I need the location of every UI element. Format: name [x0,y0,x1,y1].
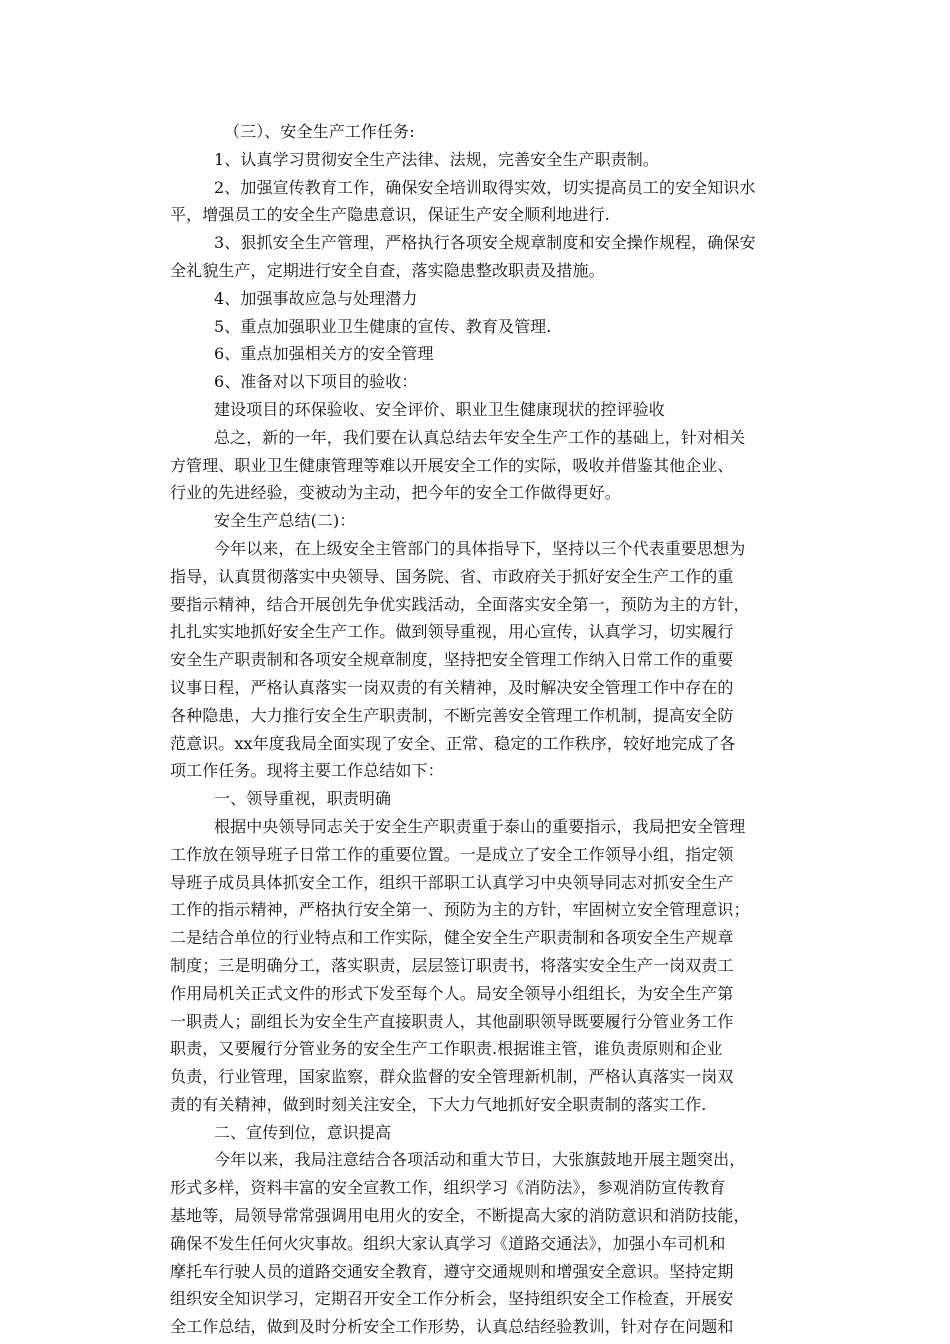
paragraph-line: 今年以来，在上级安全主管部门的具体指导下，坚持以三个代表重要思想为 [214,538,746,558]
paragraph-line: 导班子成员具体抓安全工作，组织干部职工认真学习中央领导同志对抓安全生产 [170,872,734,892]
paragraph-line: 1、认真学习贯彻安全生产法律、法规，完善安全生产职责制。 [214,149,659,169]
paragraph-line: 组织安全知识学习，定期召开安全工作分析会，坚持组织安全工作检查，开展安 [170,1289,734,1309]
paragraph-line: 建设项目的环保验收、安全评价、职业卫生健康现状的控评验收 [214,399,665,419]
paragraph-line: 行业的先进经验，变被动为主动，把今年的安全工作做得更好。 [170,483,621,503]
paragraph-line: 2、加强宣传教育工作，确保安全培训取得实效，切实提高员工的安全知识水 [214,177,756,197]
paragraph-line: 指导，认真贯彻落实中央领导、国务院、省、市政府关于抓好安全生产工作的重 [170,566,734,586]
paragraph-line: 安全生产职责制和各项安全规章制度，坚持把安全管理工作纳入日常工作的重要 [170,650,734,670]
paragraph-line: 一职责人；副组长为安全生产直接职责人，其他副职领导既要履行分管业务工作 [170,1011,734,1031]
paragraph-line: 5、重点加强职业卫生健康的宣传、教育及管理. [214,316,552,336]
paragraph-line: 6、重点加强相关方的安全管理 [214,344,434,364]
paragraph-line: 负责，行业管理，国家监察，群众监督的安全管理新机制，严格认真落实一岗双 [170,1067,734,1087]
paragraph-line: 工作的指示精神，严格执行安全第一、预防为主的方针，牢固树立安全管理意识； [170,900,750,920]
paragraph-line: 全工作总结，做到及时分析安全工作形势，认真总结经验教训，针对存在问题和 [170,1317,734,1337]
section-heading: 二、宣传到位，意识提高 [214,1122,392,1142]
paragraph-line: 职责，又要履行分管业务的安全生产工作职责.根据谁主管，谁负责原则和企业 [170,1039,723,1059]
document-body [170,118,782,1341]
paragraph-line: 范意识。xx年度我局全面实现了安全、正常、稳定的工作秩序，较好地完成了各 [170,733,736,753]
paragraph-line: 方管理、职业卫生健康管理等难以开展安全工作的实际，吸收并借鉴其他企业、 [170,455,734,475]
paragraph-line: 各种隐患，大力推行安全生产职责制，不断完善安全管理工作机制，提高安全防 [170,705,734,725]
paragraph-line: 4、加强事故应急与处理潜力 [214,288,418,308]
paragraph-line: 平，增强员工的安全生产隐患意识，保证生产安全顺利地进行. [170,205,610,225]
paragraph-line: 责的有关精神，做到时刻关注安全，下大力气地抓好安全职责制的落实工作. [170,1094,707,1114]
paragraph-line: 形式多样，资料丰富的安全宣教工作，组织学习《消防法》，参观消防宣传教育 [170,1178,726,1198]
paragraph-line: 作用局机关正式文件的形式下发至每个人。局安全领导小组组长，为安全生产第 [170,983,734,1003]
paragraph-line: 确保不发生任何火灾事故。组织大家认真学习《道路交通法》，加强小车司机和 [170,1233,726,1253]
paragraph-line: 工作放在领导班子日常工作的重要位置。一是成立了安全工作领导小组，指定领 [170,844,734,864]
paragraph-line: 6、准备对以下项目的验收： [214,372,418,392]
paragraph-line: 3、狠抓安全生产管理，严格执行各项安全规章制度和安全操作规程，确保安 [214,233,756,253]
paragraph-line: 摩托车行驶人员的道路交通安全教育，遵守交通规则和增强安全意识。坚持定期 [170,1261,734,1281]
paragraph-line: 项工作任务。现将主要工作总结如下： [170,761,444,781]
paragraph-line: 今年以来，我局注意结合各项活动和重大节日，大张旗鼓地开展主题突出， [214,1150,746,1170]
paragraph-line: 扎扎实实地抓好安全生产工作。做到领导重视，用心宣传，认真学习，切实履行 [170,622,734,642]
paragraph-line: 议事日程，严格认真落实一岗双责的有关精神，及时解决安全管理工作中存在的 [170,677,734,697]
section-heading: 安全生产总结(二)： [214,511,356,531]
paragraph-line: 基地等，局领导常常强调用电用火的安全，不断提高大家的消防意识和消防技能， [170,1206,750,1226]
paragraph-line: 二是结合单位的行业特点和工作实际，健全安全生产职责制和各项安全生产规章 [170,928,734,948]
paragraph-line: 总之，新的一年，我们要在认真总结去年安全生产工作的基础上，针对相关 [214,427,746,447]
paragraph-line: 制度；三是明确分工，落实职责，层层签订职责书，将落实安全生产一岗双责工 [170,955,734,975]
section-heading: （三）、安全生产工作任务: [224,122,415,141]
paragraph-line: 要指示精神，结合开展创先争优实践活动，全面落实安全第一，预防为主的方针， [170,594,750,614]
paragraph-line: 全礼貌生产，定期进行安全自查，落实隐患整改职责及措施。 [170,260,605,280]
paragraph-line: 根据中央领导同志关于安全生产职责重于泰山的重要指示，我局把安全管理 [214,816,746,836]
section-heading: 一、领导重视，职责明确 [214,789,392,809]
